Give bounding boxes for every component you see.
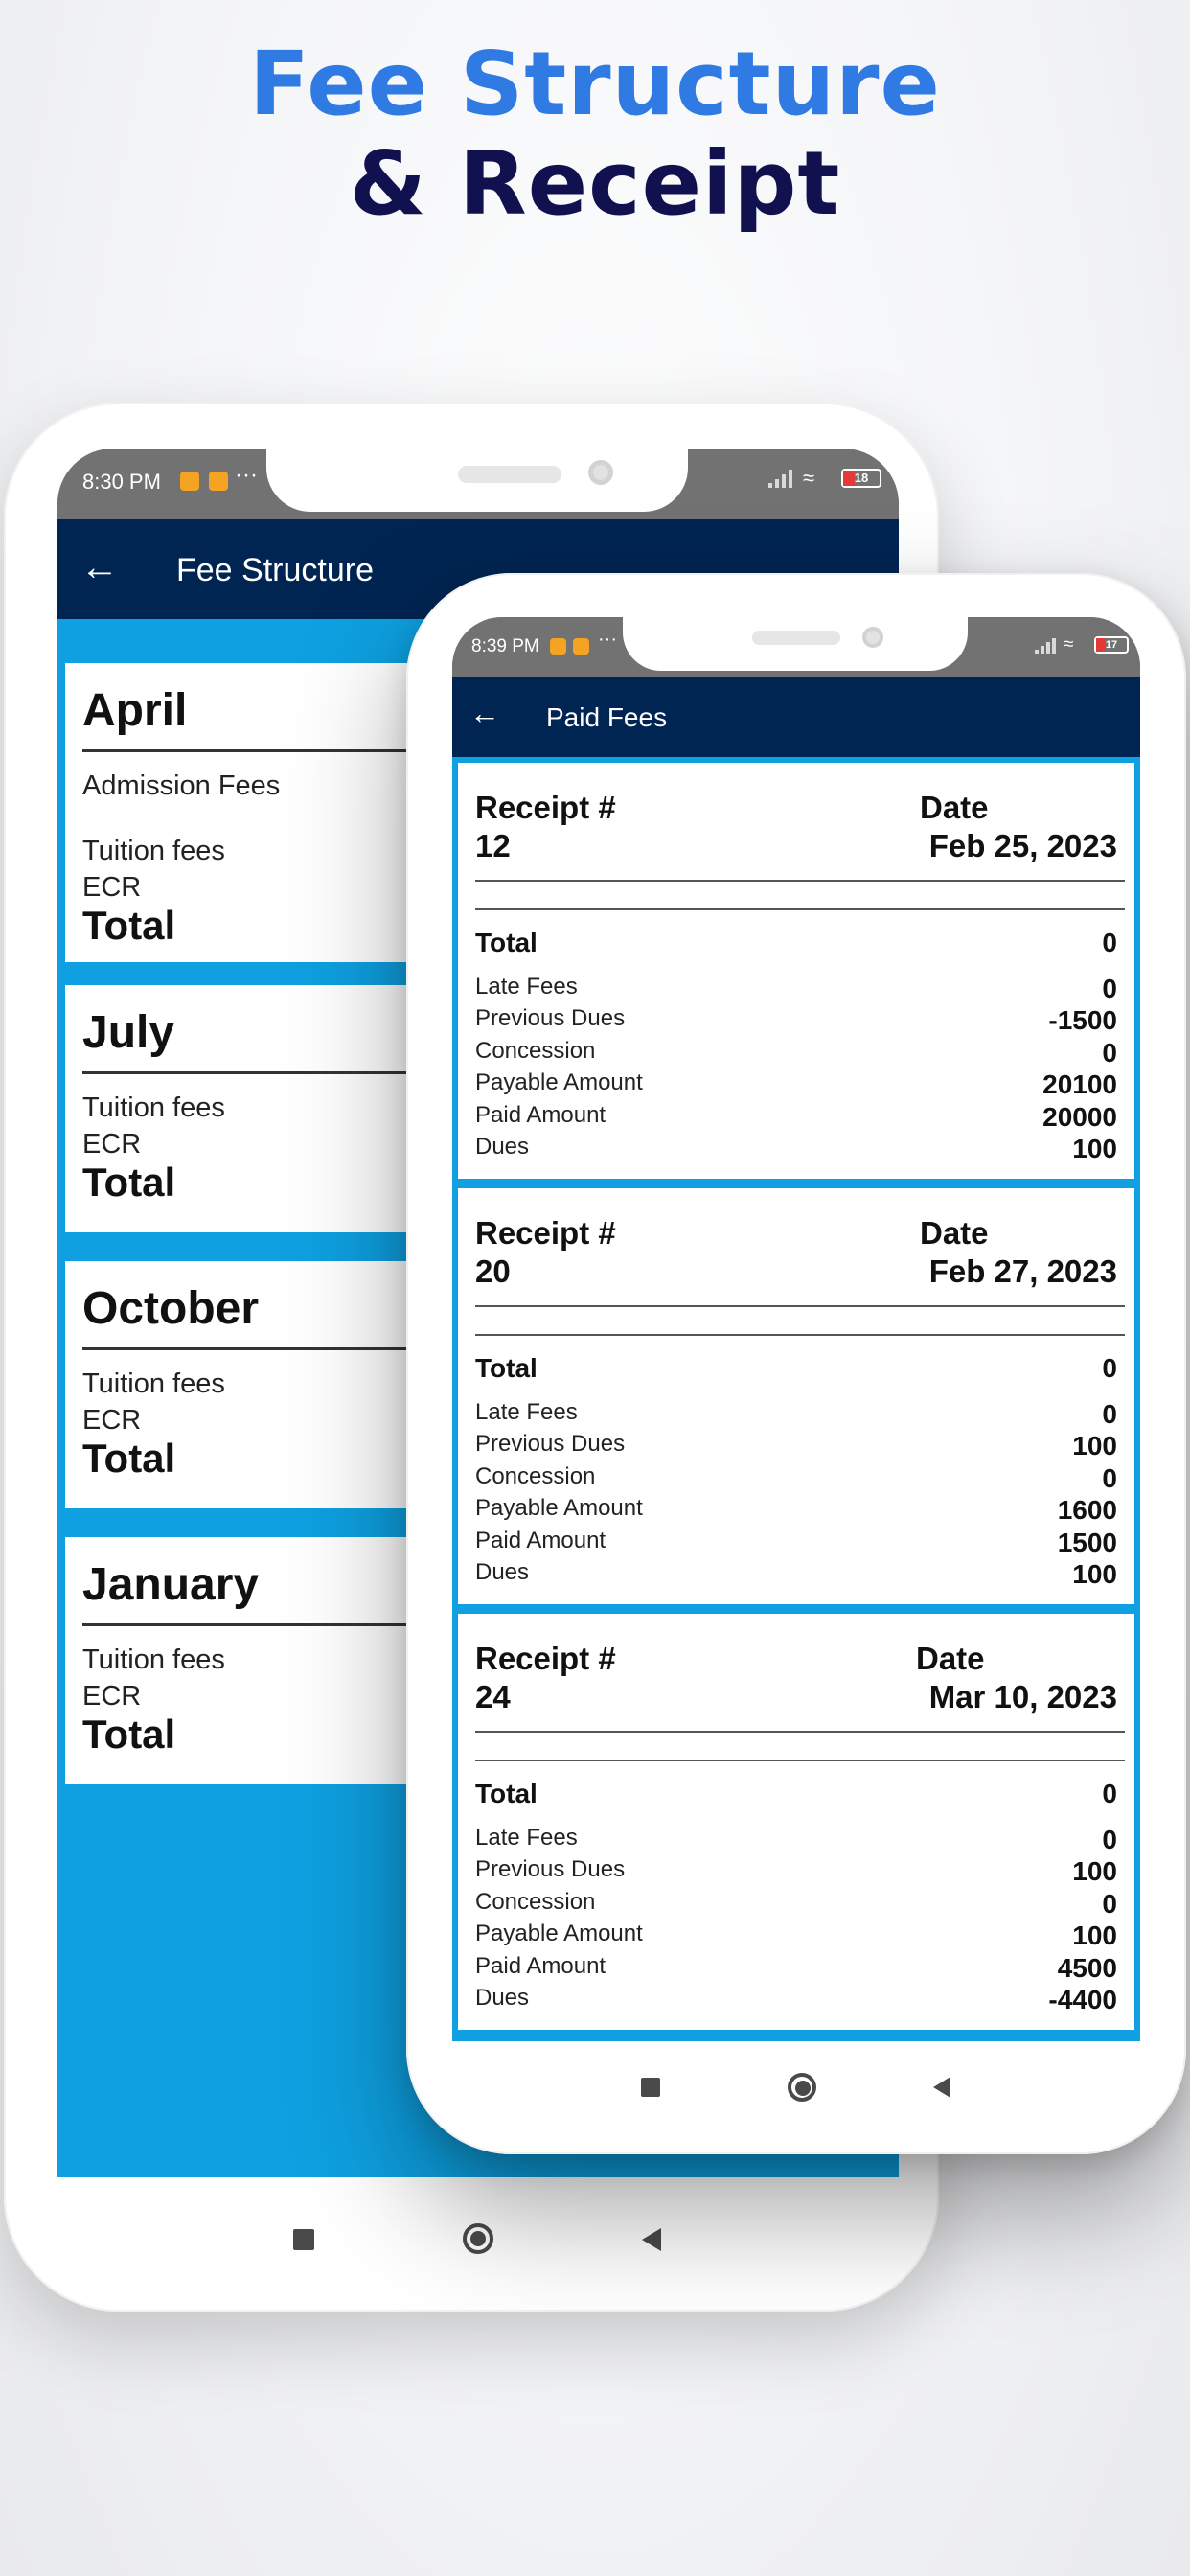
receipt-date: Feb 27, 2023 xyxy=(928,1254,1117,1289)
previous-dues-label: Previous Dues xyxy=(475,1856,626,1882)
fee-row-label: Tuition fees xyxy=(82,1368,225,1399)
fee-total-label: Total xyxy=(82,1436,176,1481)
paid-amount-value: 1500 xyxy=(1057,1528,1117,1557)
payable-amount-value: 1600 xyxy=(1057,1495,1117,1525)
back-arrow-icon[interactable]: ← xyxy=(80,546,119,588)
divider xyxy=(475,880,1125,882)
camera xyxy=(862,627,883,648)
fee-card-month: January xyxy=(82,1559,260,1610)
receipt-label: Receipt # xyxy=(475,1641,616,1676)
payable-amount-label: Payable Amount xyxy=(475,1070,643,1095)
receipt-label: Receipt # xyxy=(475,1215,616,1251)
previous-dues-value: 100 xyxy=(1072,1431,1117,1460)
headline-line-2: & Receipt xyxy=(349,132,841,235)
receipt-card[interactable] xyxy=(458,1614,1134,2030)
total-value: 0 xyxy=(1102,1779,1117,1808)
receipt-number: 20 xyxy=(475,1254,511,1289)
phone-notch xyxy=(623,617,968,671)
phone-paid-fees xyxy=(406,573,1186,2154)
fee-total-label: Total xyxy=(82,903,176,948)
late-fees-label: Late Fees xyxy=(475,974,578,1000)
payable-amount-value: 100 xyxy=(1072,1920,1117,1950)
receipt-date: Mar 10, 2023 xyxy=(928,1679,1117,1714)
fee-row-label: ECR xyxy=(82,1129,142,1160)
signal-icon xyxy=(1035,637,1056,654)
late-fees-label: Late Fees xyxy=(475,1399,578,1425)
divider xyxy=(475,1334,1125,1336)
total-value: 0 xyxy=(1102,1353,1117,1383)
payable-amount-value: 20100 xyxy=(1042,1070,1117,1099)
system-nav-bar xyxy=(57,2177,899,2292)
dues-label: Dues xyxy=(475,1559,530,1585)
concession-value: 0 xyxy=(1102,1038,1117,1068)
paid-amount-value: 20000 xyxy=(1042,1102,1117,1132)
notification-icon xyxy=(209,472,228,491)
wifi-icon: ≈ xyxy=(803,466,815,490)
recent-apps-square-icon[interactable] xyxy=(641,2078,660,2097)
battery-icon: 18 xyxy=(841,469,881,488)
payable-amount-label: Payable Amount xyxy=(475,1920,643,1946)
paid-amount-label: Paid Amount xyxy=(475,1102,606,1128)
dues-label: Dues xyxy=(475,1985,530,2011)
system-nav-bar xyxy=(452,2041,1140,2137)
wifi-icon: ≈ xyxy=(1064,634,1074,655)
speaker xyxy=(752,631,840,645)
home-circle-icon[interactable] xyxy=(788,2073,816,2102)
concession-value: 0 xyxy=(1102,1463,1117,1493)
receipt-card[interactable] xyxy=(458,1188,1134,1604)
back-triangle-icon[interactable] xyxy=(933,2077,950,2098)
late-fees-label: Late Fees xyxy=(475,1825,578,1851)
notification-icon xyxy=(180,472,199,491)
dues-label: Dues xyxy=(475,1134,530,1160)
paid-amount-label: Paid Amount xyxy=(475,1528,606,1553)
total-label: Total xyxy=(475,928,538,957)
back-triangle-icon[interactable] xyxy=(642,2228,661,2251)
receipt-number: 24 xyxy=(475,1679,511,1714)
page-title: Paid Fees xyxy=(546,702,668,732)
headline-line-1: Fee Structure xyxy=(249,33,941,135)
concession-label: Concession xyxy=(475,1038,596,1064)
date-label: Date xyxy=(920,790,989,825)
paid-amount-value: 4500 xyxy=(1057,1953,1117,1983)
date-label: Date xyxy=(920,1215,989,1251)
payable-amount-label: Payable Amount xyxy=(475,1495,643,1521)
app-bar xyxy=(452,677,1140,757)
dues-value: 100 xyxy=(1072,1559,1117,1589)
concession-value: 0 xyxy=(1102,1889,1117,1919)
total-value: 0 xyxy=(1102,928,1117,957)
total-label: Total xyxy=(475,1779,538,1808)
date-label: Date xyxy=(916,1641,985,1676)
speaker xyxy=(458,466,561,483)
notification-icon xyxy=(573,638,589,655)
status-time: 8:30 PM xyxy=(82,470,161,494)
receipt-card[interactable] xyxy=(458,763,1134,1179)
page-title: Fee Structure xyxy=(176,552,374,588)
status-time: 8:39 PM xyxy=(471,636,539,656)
divider xyxy=(475,1305,1125,1307)
divider xyxy=(475,908,1125,910)
paid-amount-label: Paid Amount xyxy=(475,1953,606,1979)
fee-row-label: Tuition fees xyxy=(82,1644,225,1675)
headline xyxy=(0,34,1190,234)
fee-card-month: October xyxy=(82,1283,260,1334)
previous-dues-label: Previous Dues xyxy=(475,1431,626,1457)
late-fees-value: 0 xyxy=(1102,1825,1117,1854)
late-fees-value: 0 xyxy=(1102,1399,1117,1429)
home-circle-icon[interactable] xyxy=(463,2223,493,2254)
fee-row-label: Tuition fees xyxy=(82,1092,225,1123)
concession-label: Concession xyxy=(475,1889,596,1915)
fee-total-label: Total xyxy=(82,1160,176,1205)
fee-row-label: Tuition fees xyxy=(82,836,225,866)
dues-value: -4400 xyxy=(1048,1985,1117,2014)
fee-card-month: April xyxy=(82,685,188,736)
signal-icon xyxy=(768,469,793,488)
camera xyxy=(588,460,613,485)
fee-row-label: ECR xyxy=(82,1681,142,1712)
receipt-date: Feb 25, 2023 xyxy=(928,828,1117,863)
fee-row-label: Admission Fees xyxy=(82,770,281,801)
previous-dues-label: Previous Dues xyxy=(475,1005,626,1031)
back-arrow-icon[interactable]: ← xyxy=(469,696,500,730)
phone-notch xyxy=(266,448,688,512)
dues-value: 100 xyxy=(1072,1134,1117,1163)
previous-dues-value: -1500 xyxy=(1048,1005,1117,1035)
paid-fees-screen xyxy=(452,617,1140,2041)
divider xyxy=(475,1731,1125,1733)
notification-icon xyxy=(550,638,566,655)
previous-dues-value: 100 xyxy=(1072,1856,1117,1886)
concession-label: Concession xyxy=(475,1463,596,1489)
fee-row-label: ECR xyxy=(82,872,142,903)
battery-icon: 17 xyxy=(1094,636,1129,654)
total-label: Total xyxy=(475,1353,538,1383)
fee-card-month: July xyxy=(82,1007,175,1058)
receipt-number: 12 xyxy=(475,828,511,863)
more-notifications-icon: ··· xyxy=(598,629,617,650)
recent-apps-square-icon[interactable] xyxy=(293,2229,314,2250)
more-notifications-icon: ··· xyxy=(235,462,258,488)
receipt-label: Receipt # xyxy=(475,790,616,825)
fee-total-label: Total xyxy=(82,1712,176,1757)
divider xyxy=(475,1760,1125,1761)
late-fees-value: 0 xyxy=(1102,974,1117,1003)
fee-row-label: ECR xyxy=(82,1405,142,1436)
